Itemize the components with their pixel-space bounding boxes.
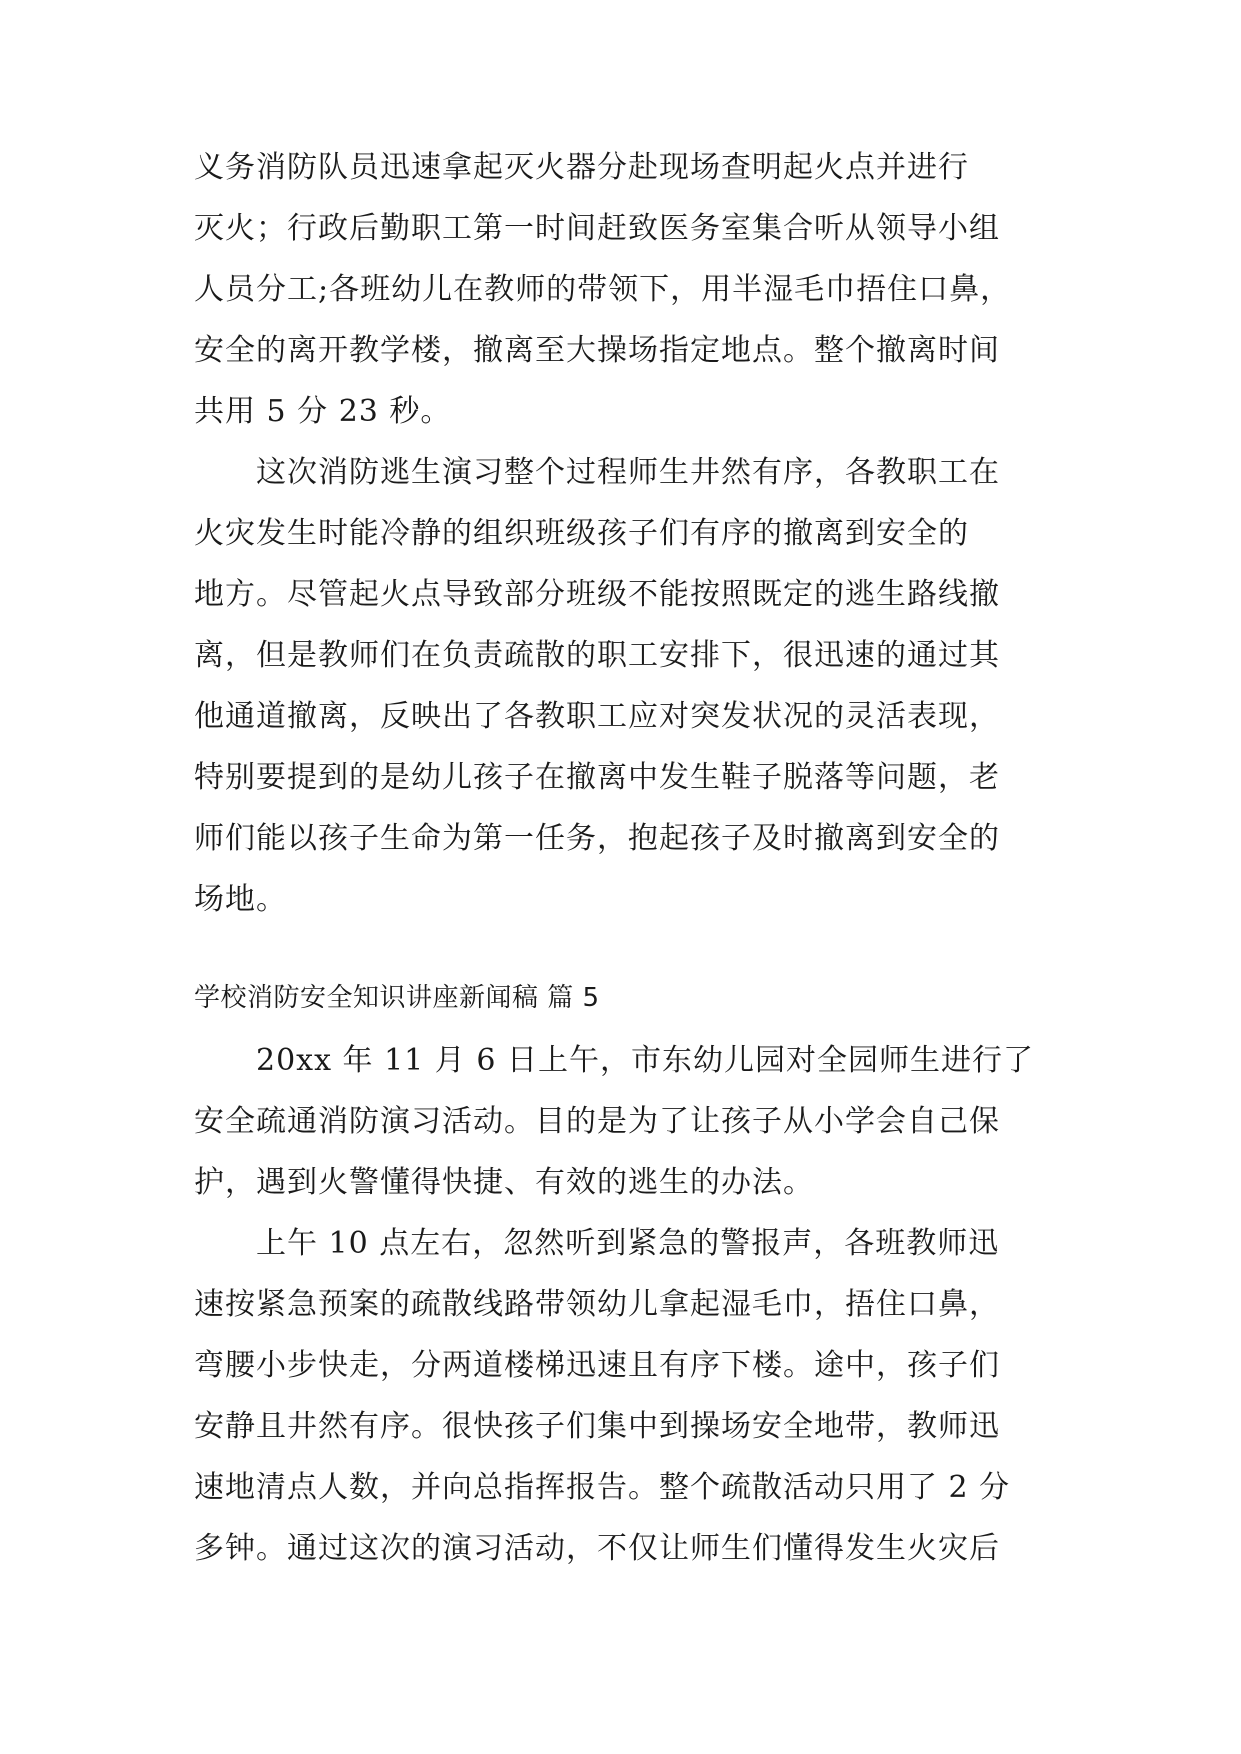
text-line: 火灾发生时能冷静的组织班级孩子们有序的撤离到安全的 — [194, 516, 969, 551]
text-line: 安全疏通消防演习活动。目的是为了让孩子从小学会自己保 — [194, 1104, 1000, 1139]
paragraph-evaluation — [194, 442, 1074, 930]
paragraph-continued — [194, 137, 1074, 442]
text-line: 师们能以孩子生命为第一任务，抱起孩子及时撤离到安全的 — [194, 821, 1000, 856]
text-line: 安静且井然有序。很快孩子们集中到操场安全地带，教师迅 — [194, 1409, 1000, 1444]
text-line: 共用 5 分 23 秒。 — [194, 394, 452, 429]
text-line: 他通道撤离，反映出了各教职工应对突发状况的灵活表现， — [194, 699, 1000, 734]
text-line: 离，但是教师们在负责疏散的职工安排下，很迅速的通过其 — [194, 638, 1000, 673]
text-line: 地方。尽管起火点导致部分班级不能按照既定的逃生路线撤 — [194, 577, 1000, 612]
section-heading: 学校消防安全知识讲座新闻稿 篇 5 — [194, 983, 600, 1013]
paragraph-drill — [194, 1213, 1074, 1579]
text-line: 这次消防逃生演习整个过程师生井然有序，各教职工在 — [194, 455, 1000, 490]
text-line: 护，遇到火警懂得快捷、有效的逃生的办法。 — [194, 1165, 814, 1200]
text-line: 安全的离开教学楼，撤离至大操场指定地点。整个撤离时间 — [194, 333, 1000, 368]
text-line: 特别要提到的是幼儿孩子在撤离中发生鞋子脱落等问题，老 — [194, 760, 1000, 795]
text-line: 灭火；行政后勤职工第一时间赶致医务室集合听从领导小组 — [194, 211, 1000, 246]
text-line: 速地清点人数，并向总指挥报告。整个疏散活动只用了 2 分 — [194, 1470, 1011, 1505]
text-line: 义务消防队员迅速拿起灭火器分赴现场查明起火点并进行 — [194, 150, 969, 185]
text-line: 人员分工;各班幼儿在教师的带领下，用半湿毛巾捂住口鼻， — [194, 272, 1012, 307]
text-line: 20xx 年 11 月 6 日上午，市东幼儿园对全园师生进行了 — [194, 1043, 1034, 1078]
text-line: 场地。 — [194, 882, 287, 917]
text-line: 速按紧急预案的疏散线路带领幼儿拿起湿毛巾，捂住口鼻， — [194, 1287, 1000, 1322]
section-heading-block — [194, 968, 1074, 1029]
text-line: 多钟。通过这次的演习活动，不仅让师生们懂得发生火灾后 — [194, 1531, 1000, 1566]
paragraph-intro — [194, 1030, 1074, 1213]
text-line: 上午 10 点左右，忽然听到紧急的警报声，各班教师迅 — [194, 1226, 1000, 1261]
text-line: 弯腰小步快走，分两道楼梯迅速且有序下楼。途中，孩子们 — [194, 1348, 1000, 1383]
